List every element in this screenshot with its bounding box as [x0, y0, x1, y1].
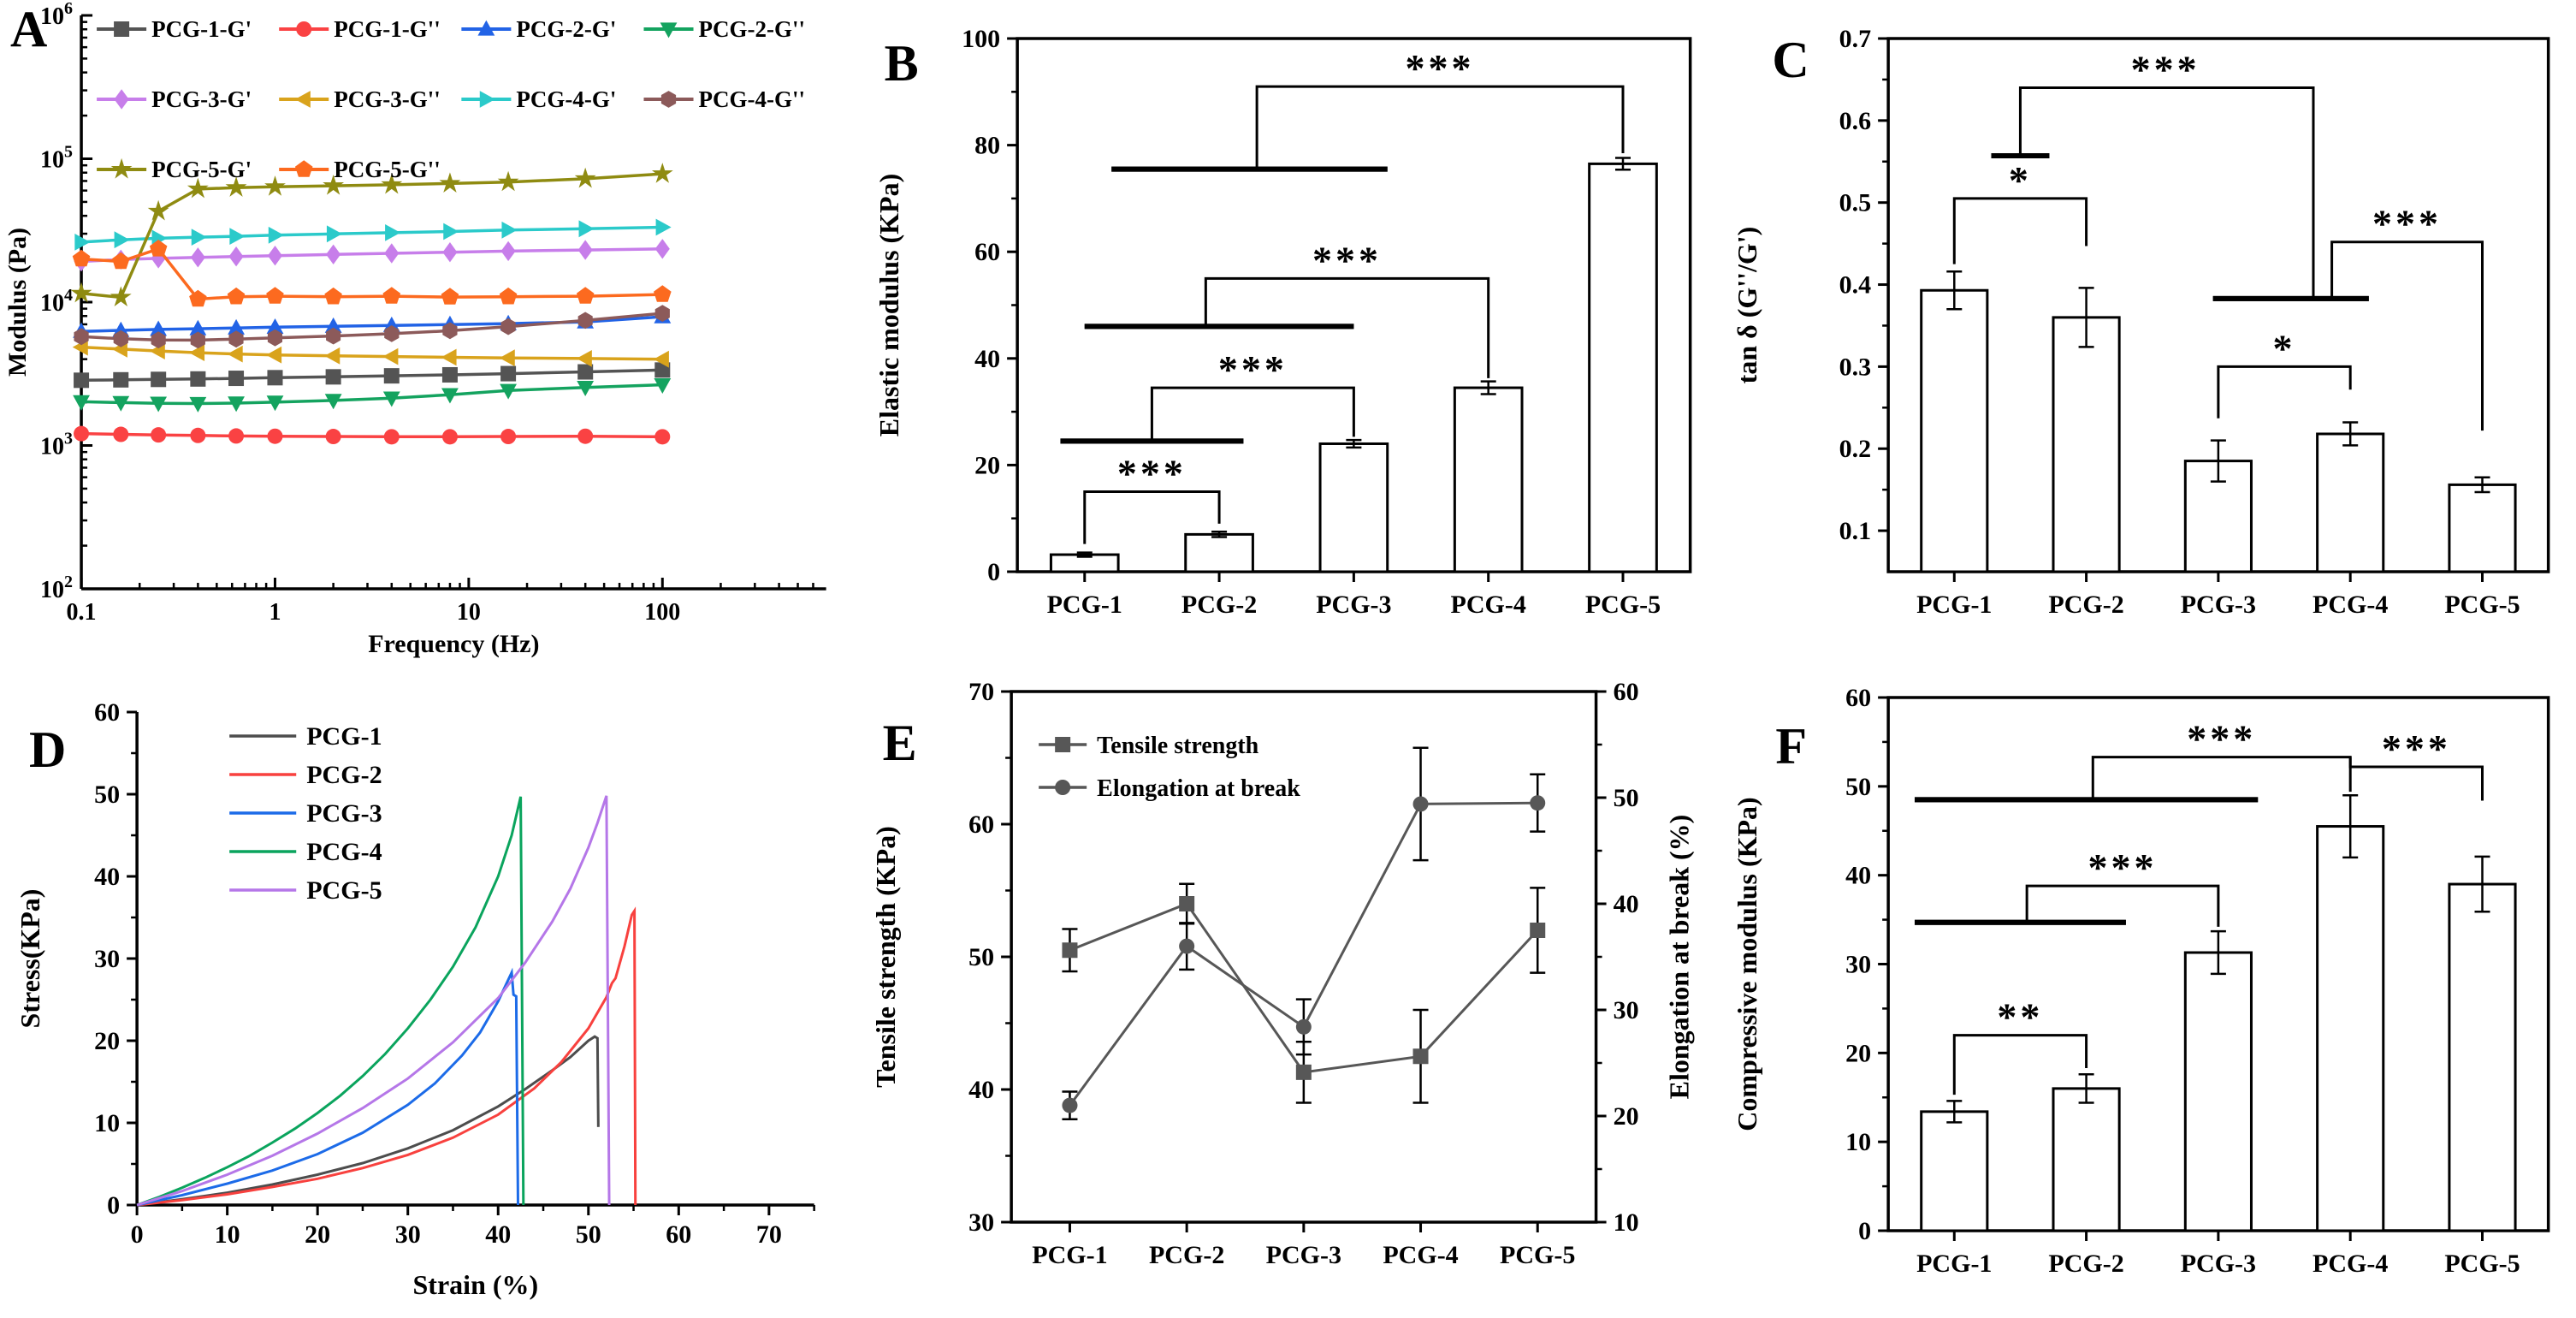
svg-text:PCG-3-G': PCG-3-G' — [151, 86, 252, 112]
svg-text:PCG-3: PCG-3 — [2181, 1250, 2257, 1278]
svg-text:0: 0 — [986, 558, 1000, 586]
svg-text:PCG-3: PCG-3 — [2181, 591, 2257, 619]
svg-text:PCG-1: PCG-1 — [1031, 1241, 1108, 1269]
svg-text:*: * — [2272, 326, 2296, 371]
svg-text:106: $10^6$ — [40, 0, 74, 30]
svg-text:**: ** — [1997, 994, 2044, 1039]
svg-text:40: 40 — [94, 863, 121, 891]
panel-D-stress-strain — [0, 659, 859, 1318]
chart-E-tensile-elongation-dual-axis — [859, 659, 1718, 1318]
svg-text:Elongation at break: Elongation at break — [1096, 775, 1300, 802]
svg-text:PCG-2: PCG-2 — [306, 761, 382, 789]
chart-D-stress-strain-curves — [0, 659, 859, 1318]
svg-text:30: 30 — [1845, 950, 1872, 979]
svg-text:0.7: 0.7 — [1839, 25, 1872, 53]
svg-text:80: 80 — [974, 131, 1000, 160]
panel-letter-F: F — [1775, 718, 1807, 775]
svg-text:104: $10^4$ — [40, 286, 74, 317]
svg-text:PCG-2: PCG-2 — [1181, 591, 1257, 619]
svg-text:60: 60 — [666, 1220, 692, 1249]
svg-text:20: 20 — [1613, 1102, 1639, 1131]
svg-text:20: 20 — [94, 1027, 121, 1055]
svg-text:***: *** — [2382, 727, 2452, 770]
svg-text:PCG-4: PCG-4 — [306, 838, 382, 866]
svg-text:40: 40 — [1845, 861, 1872, 890]
svg-text:40: 40 — [968, 1076, 994, 1104]
svg-text:Elastic modulus (KPa): Elastic modulus (KPa) — [873, 173, 904, 437]
svg-text:30: 30 — [1613, 996, 1639, 1024]
svg-text:50: 50 — [968, 943, 994, 971]
svg-text:60: 60 — [1613, 678, 1639, 706]
svg-text:60: 60 — [974, 238, 1000, 267]
svg-text:***: *** — [1405, 46, 1475, 91]
svg-text:0.5: 0.5 — [1839, 188, 1872, 217]
svg-text:Tensile strength: Tensile strength — [1096, 733, 1258, 759]
svg-text:PCG-5: PCG-5 — [1584, 591, 1661, 619]
svg-text:40: 40 — [1613, 890, 1639, 918]
panel-letter-E: E — [882, 715, 917, 771]
svg-text:PCG-1: PCG-1 — [306, 722, 382, 751]
svg-text:40: 40 — [485, 1220, 512, 1249]
svg-text:30: 30 — [394, 1220, 421, 1249]
svg-text:***: *** — [1312, 238, 1382, 282]
svg-text:50: 50 — [1845, 772, 1872, 801]
svg-text:PCG-2: PCG-2 — [2048, 591, 2125, 619]
svg-text:20: 20 — [1845, 1039, 1872, 1068]
panel-E-tensile-elongation — [859, 659, 1718, 1318]
svg-text:10: 10 — [214, 1220, 240, 1249]
chart-A-frequency-sweep — [0, 0, 859, 659]
svg-text:20: 20 — [305, 1220, 331, 1249]
svg-text:PCG-1: PCG-1 — [1046, 591, 1122, 619]
panel-letter-D: D — [29, 721, 67, 778]
chart-B-elastic-modulus-bars — [859, 0, 1718, 659]
svg-text:PCG-4: PCG-4 — [2312, 1250, 2389, 1278]
svg-text:PCG-3: PCG-3 — [1315, 591, 1392, 619]
svg-text:***: *** — [1217, 347, 1288, 392]
svg-text:0.2: 0.2 — [1839, 435, 1872, 464]
svg-text:PCG-2: PCG-2 — [1148, 1241, 1224, 1269]
svg-text:PCG-1-G'': PCG-1-G'' — [334, 16, 441, 42]
panel-A-rheology — [0, 0, 859, 659]
svg-text:0: 0 — [107, 1191, 121, 1220]
svg-text:60: 60 — [1845, 684, 1872, 712]
svg-text:Elongation at break (%): Elongation at break (%) — [1663, 814, 1695, 1100]
svg-text:60: 60 — [968, 810, 994, 839]
svg-text:100: 100 — [961, 25, 1000, 53]
svg-text:PCG-2-G'': PCG-2-G'' — [698, 16, 806, 42]
svg-text:Stress(KPa): Stress(KPa) — [15, 888, 46, 1029]
svg-text:10: 10 — [456, 599, 481, 626]
svg-text:PCG-1: PCG-1 — [1916, 1250, 1993, 1278]
chart-C-tan-delta-bars — [1717, 0, 2576, 659]
svg-text:PCG-3: PCG-3 — [306, 799, 382, 828]
svg-text:***: *** — [2130, 47, 2201, 92]
svg-text:103: $10^3$ — [40, 429, 74, 460]
svg-text:10: 10 — [94, 1109, 121, 1137]
svg-text:PCG-1: PCG-1 — [1916, 591, 1993, 619]
svg-text:*: * — [2009, 157, 2033, 202]
svg-text:30: 30 — [94, 945, 121, 973]
svg-text:0: 0 — [130, 1220, 144, 1249]
svg-text:50: 50 — [1613, 784, 1639, 812]
svg-text:PCG-5-G': PCG-5-G' — [151, 157, 252, 182]
svg-text:Frequency (Hz): Frequency (Hz) — [368, 630, 540, 658]
panel-F-compressive-modulus — [1717, 659, 2576, 1318]
svg-text:PCG-2: PCG-2 — [2048, 1250, 2125, 1278]
svg-text:PCG-1-G': PCG-1-G' — [151, 16, 252, 42]
svg-text:50: 50 — [575, 1220, 601, 1249]
svg-text:30: 30 — [968, 1208, 994, 1237]
svg-text:0.1: 0.1 — [1839, 517, 1872, 546]
panel-C-tan-delta — [1717, 0, 2576, 659]
svg-text:105: $10^5$ — [40, 142, 74, 174]
svg-text:PCG-2-G': PCG-2-G' — [516, 16, 617, 42]
svg-text:PCG-4: PCG-4 — [1450, 591, 1526, 619]
panel-letter-A: A — [10, 1, 48, 57]
svg-text:1: 1 — [269, 599, 281, 626]
svg-text:20: 20 — [974, 451, 1000, 480]
svg-text:60: 60 — [94, 698, 121, 727]
panel-letter-B: B — [884, 35, 919, 92]
svg-text:0.3: 0.3 — [1839, 353, 1872, 382]
svg-text:Tensile strength (KPa): Tensile strength (KPa) — [869, 826, 901, 1088]
svg-text:***: *** — [2087, 846, 2158, 890]
svg-text:10: 10 — [1845, 1128, 1872, 1157]
svg-text:0.1: 0.1 — [66, 599, 97, 626]
svg-text:PCG-4: PCG-4 — [1383, 1241, 1459, 1269]
svg-text:PCG-4: PCG-4 — [2312, 591, 2389, 619]
svg-text:Modulus (Pa): Modulus (Pa) — [3, 227, 33, 377]
svg-text:PCG-5: PCG-5 — [306, 876, 382, 905]
svg-text:tan δ (G''/G'): tan δ (G''/G') — [1732, 226, 1763, 384]
svg-text:***: *** — [2187, 716, 2257, 761]
svg-text:0.4: 0.4 — [1839, 270, 1872, 300]
svg-text:PCG-4-G'': PCG-4-G'' — [698, 86, 806, 112]
svg-text:PCG-5: PCG-5 — [2444, 1250, 2521, 1278]
svg-text:70: 70 — [968, 678, 994, 706]
svg-text:40: 40 — [974, 344, 1000, 373]
svg-text:PCG-5-G'': PCG-5-G'' — [334, 157, 441, 182]
svg-text:0: 0 — [1858, 1217, 1872, 1245]
svg-text:***: *** — [1116, 451, 1187, 496]
svg-text:0.6: 0.6 — [1839, 106, 1872, 135]
svg-text:Strain (%): Strain (%) — [412, 1269, 539, 1300]
svg-text:70: 70 — [755, 1220, 782, 1249]
svg-text:PCG-4-G': PCG-4-G' — [516, 86, 617, 112]
svg-text:100: 100 — [644, 599, 681, 626]
svg-text:PCG-5: PCG-5 — [1499, 1241, 1576, 1269]
svg-text:Compressive modulus (KPa): Compressive modulus (KPa) — [1732, 797, 1763, 1131]
svg-text:***: *** — [2372, 201, 2443, 246]
chart-F-compressive-modulus-bars — [1717, 659, 2576, 1318]
svg-text:102: $10^2$ — [40, 573, 74, 603]
panel-B-elastic-modulus — [859, 0, 1718, 659]
svg-text:50: 50 — [94, 781, 121, 809]
panel-letter-C: C — [1772, 32, 1809, 88]
svg-text:PCG-3-G'': PCG-3-G'' — [334, 86, 441, 112]
svg-text:10: 10 — [1613, 1208, 1639, 1237]
svg-text:PCG-5: PCG-5 — [2444, 591, 2521, 619]
svg-text:PCG-3: PCG-3 — [1265, 1241, 1341, 1269]
